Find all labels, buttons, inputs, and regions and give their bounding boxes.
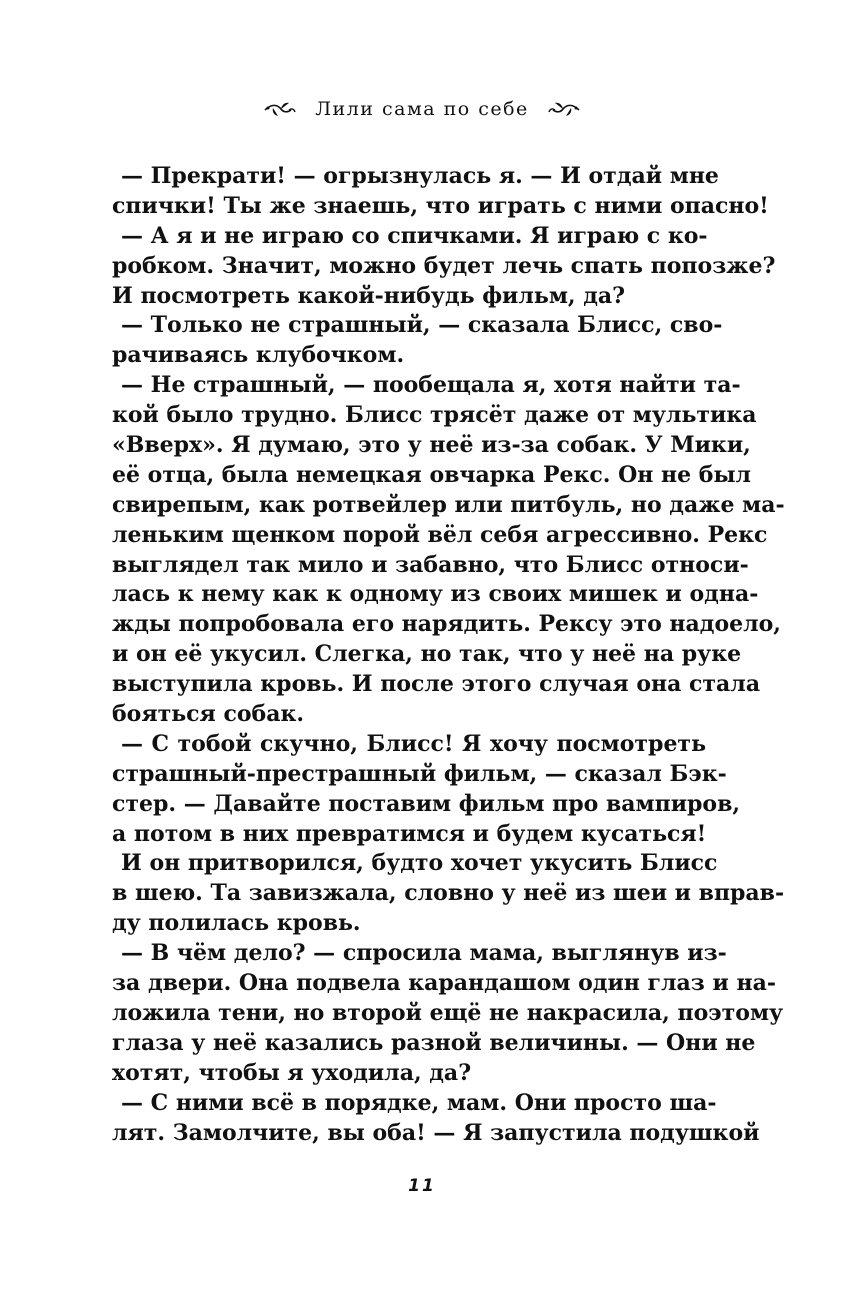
text-line: — Не страшный, — пообещала я, хотя найти та-: [121, 372, 741, 399]
text-line: свирепым, как ротвейлер или питбуль, но даже ма-: [112, 491, 785, 518]
text-line: лась к нему как к одному из своих мишек и одна-: [112, 581, 759, 608]
text-line: выглядел так мило и забавно, что Блисс относи-: [112, 551, 749, 578]
text-line: бояться собак.: [112, 701, 305, 728]
text-line: хотят, чтобы я уходила, да?: [112, 1059, 472, 1086]
running-header: [0, 98, 844, 120]
text-line: рачиваясь клубочком.: [112, 342, 405, 369]
text-line: выступила кровь. И после этого случая она стала: [112, 671, 761, 698]
text-line: лят. Замолчите, вы оба! — Я запустила подушкой: [112, 1119, 760, 1146]
text-line: «Вверх». Я думаю, это у неё из-за собак. У Мики,: [112, 432, 751, 459]
text-line: — С ними всё в порядке, мам. Они просто ша-: [121, 1089, 717, 1116]
text-line: И он притворился, будто хочет укусить Блисс: [121, 850, 718, 877]
text-line: — Только не страшный, — сказала Блисс, сво-: [121, 312, 723, 339]
text-line: робком. Значит, можно будет лечь спать попозже?: [112, 252, 776, 279]
text-line: за двери. Она подвела карандашом один глаз и на-: [112, 970, 776, 997]
text-line: — Прекрати! — огрызнулась я. — И отдай мне: [121, 163, 719, 189]
page-body-text: [112, 162, 785, 1148]
text-line: кой было трудно. Блисс трясёт даже от мультика: [112, 402, 757, 429]
text-line: леньким щенком порой вёл себя агрессивно. Рекс: [112, 521, 768, 548]
text-line: и он её укусил. Слегка, но так, что у неё на руке: [112, 641, 742, 668]
floral-ornament-right-icon: [547, 98, 581, 120]
text-line: а потом в них превратимся и будем кусаться!: [112, 820, 707, 847]
text-line: глаза у неё казались разной величины. — Они не: [112, 1029, 756, 1056]
text-line: — А я и не играю со спичками. Я играю с ко-: [121, 222, 708, 249]
text-line: ду полилась кровь.: [112, 910, 361, 937]
text-line: жды попробовала его нарядить. Рексу это надоело,: [112, 611, 781, 638]
text-line: её отца, была немецкая овчарка Рекс. Он не был: [112, 461, 752, 488]
running-header-title: Лили сама по себе: [315, 98, 529, 120]
text-line: в шею. Та завизжала, словно у неё из шеи и вправ-: [112, 880, 785, 907]
text-line: — С тобой скучно, Блисс! Я хочу посмотреть: [121, 730, 706, 757]
text-line: страшный-престрашный фильм, — сказал Бэк-: [112, 760, 727, 787]
page-number: 11: [408, 1176, 436, 1196]
text-line: спички! Ты же знаешь, что играть с ними опасно!: [112, 192, 769, 219]
text-line: стер. — Давайте поставим фильм про вампиров,: [112, 790, 741, 817]
floral-ornament-left-icon: [263, 98, 297, 120]
text-line: И посмотреть какой-нибудь фильм, да?: [112, 282, 626, 309]
text-line: — В чём дело? — спросила мама, выглянув из-: [121, 940, 727, 967]
text-line: ложила тени, но второй ещё не накрасила, поэтому: [112, 999, 784, 1026]
